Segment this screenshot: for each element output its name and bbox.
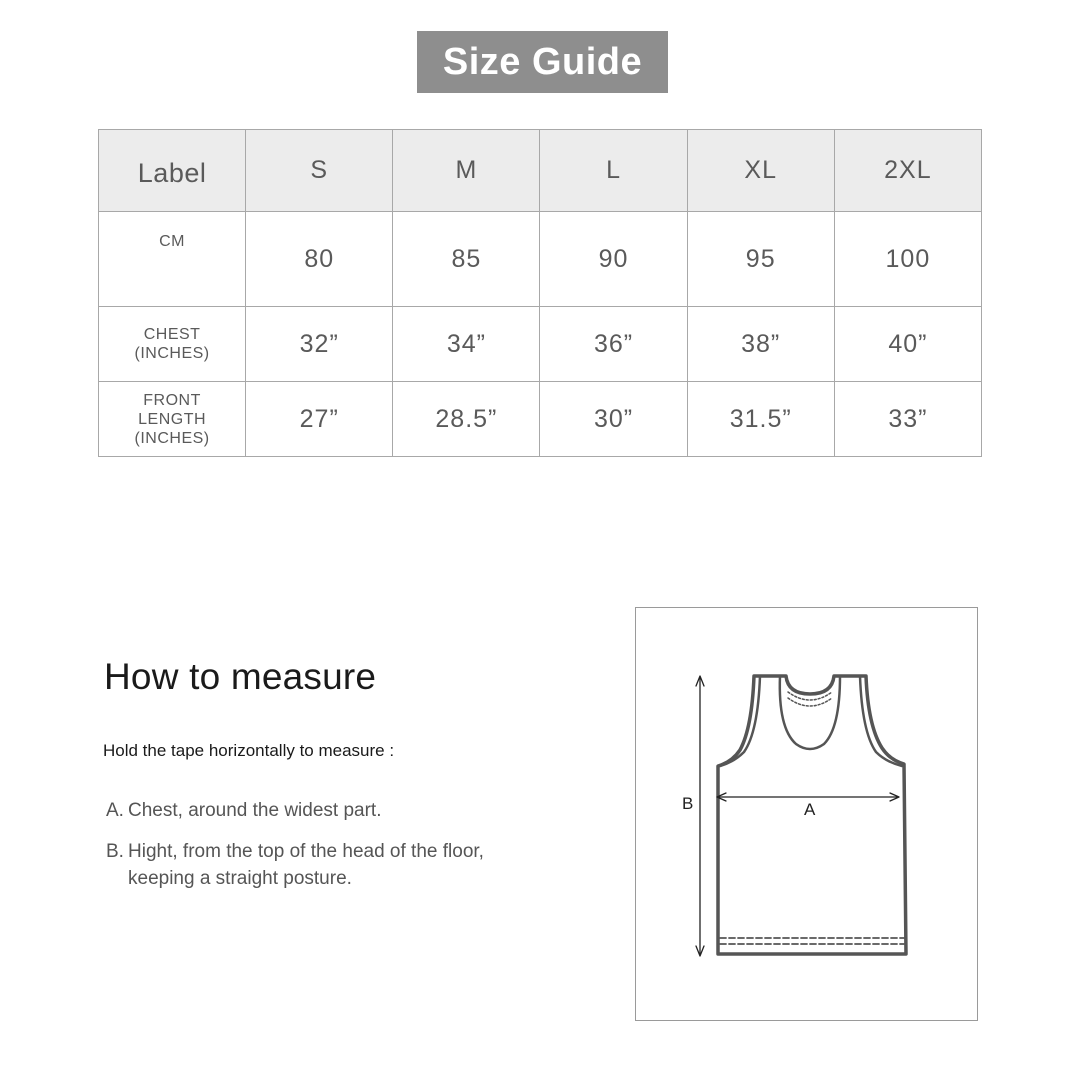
header-size-cell: M [393, 130, 540, 212]
label-b: B [682, 794, 694, 813]
table-cell: 33” [834, 382, 981, 457]
measure-step [106, 838, 566, 892]
table-row [99, 307, 982, 382]
table-cell: 85 [393, 212, 540, 307]
table-cell: 80 [246, 212, 393, 307]
table-cell: 36” [540, 307, 687, 382]
measure-instruction: Hold the tape horizontally to measure : [103, 741, 395, 760]
measure-heading: How to measure [104, 656, 377, 697]
step-text: Chest, around the widest part. [128, 800, 382, 821]
table-cell: 90 [540, 212, 687, 307]
page-title: Size Guide [417, 31, 668, 93]
row-label: CM [99, 212, 246, 307]
table-row [99, 212, 982, 307]
table-cell: 32” [246, 307, 393, 382]
header-label-cell: Label [99, 130, 246, 212]
table-cell: 27” [246, 382, 393, 457]
table-cell: 34” [393, 307, 540, 382]
header-size-cell: 2XL [834, 130, 981, 212]
table-cell: 31.5” [687, 382, 834, 457]
measure-step [106, 797, 566, 824]
step-key: A. [106, 800, 124, 821]
table-cell: 100 [834, 212, 981, 307]
size-table [98, 129, 982, 457]
row-label: FRONT LENGTH (INCHES) [99, 382, 246, 457]
table-row [99, 382, 982, 457]
label-a: A [804, 800, 816, 819]
table-cell: 95 [687, 212, 834, 307]
table-cell: 30” [540, 382, 687, 457]
measurement-diagram [635, 607, 978, 1021]
table-cell: 28.5” [393, 382, 540, 457]
row-label: CHEST (INCHES) [99, 307, 246, 382]
table-cell: 38” [687, 307, 834, 382]
step-key: B. [106, 841, 124, 862]
header-size-cell: S [246, 130, 393, 212]
table-header-row [99, 130, 982, 212]
header-size-cell: L [540, 130, 687, 212]
step-text: Hight, from the top of the head of the floor, keeping a straight posture. [128, 841, 484, 889]
table-cell: 40” [834, 307, 981, 382]
neck-stitch [788, 698, 832, 706]
measure-steps [106, 797, 566, 906]
header-size-cell: XL [687, 130, 834, 212]
